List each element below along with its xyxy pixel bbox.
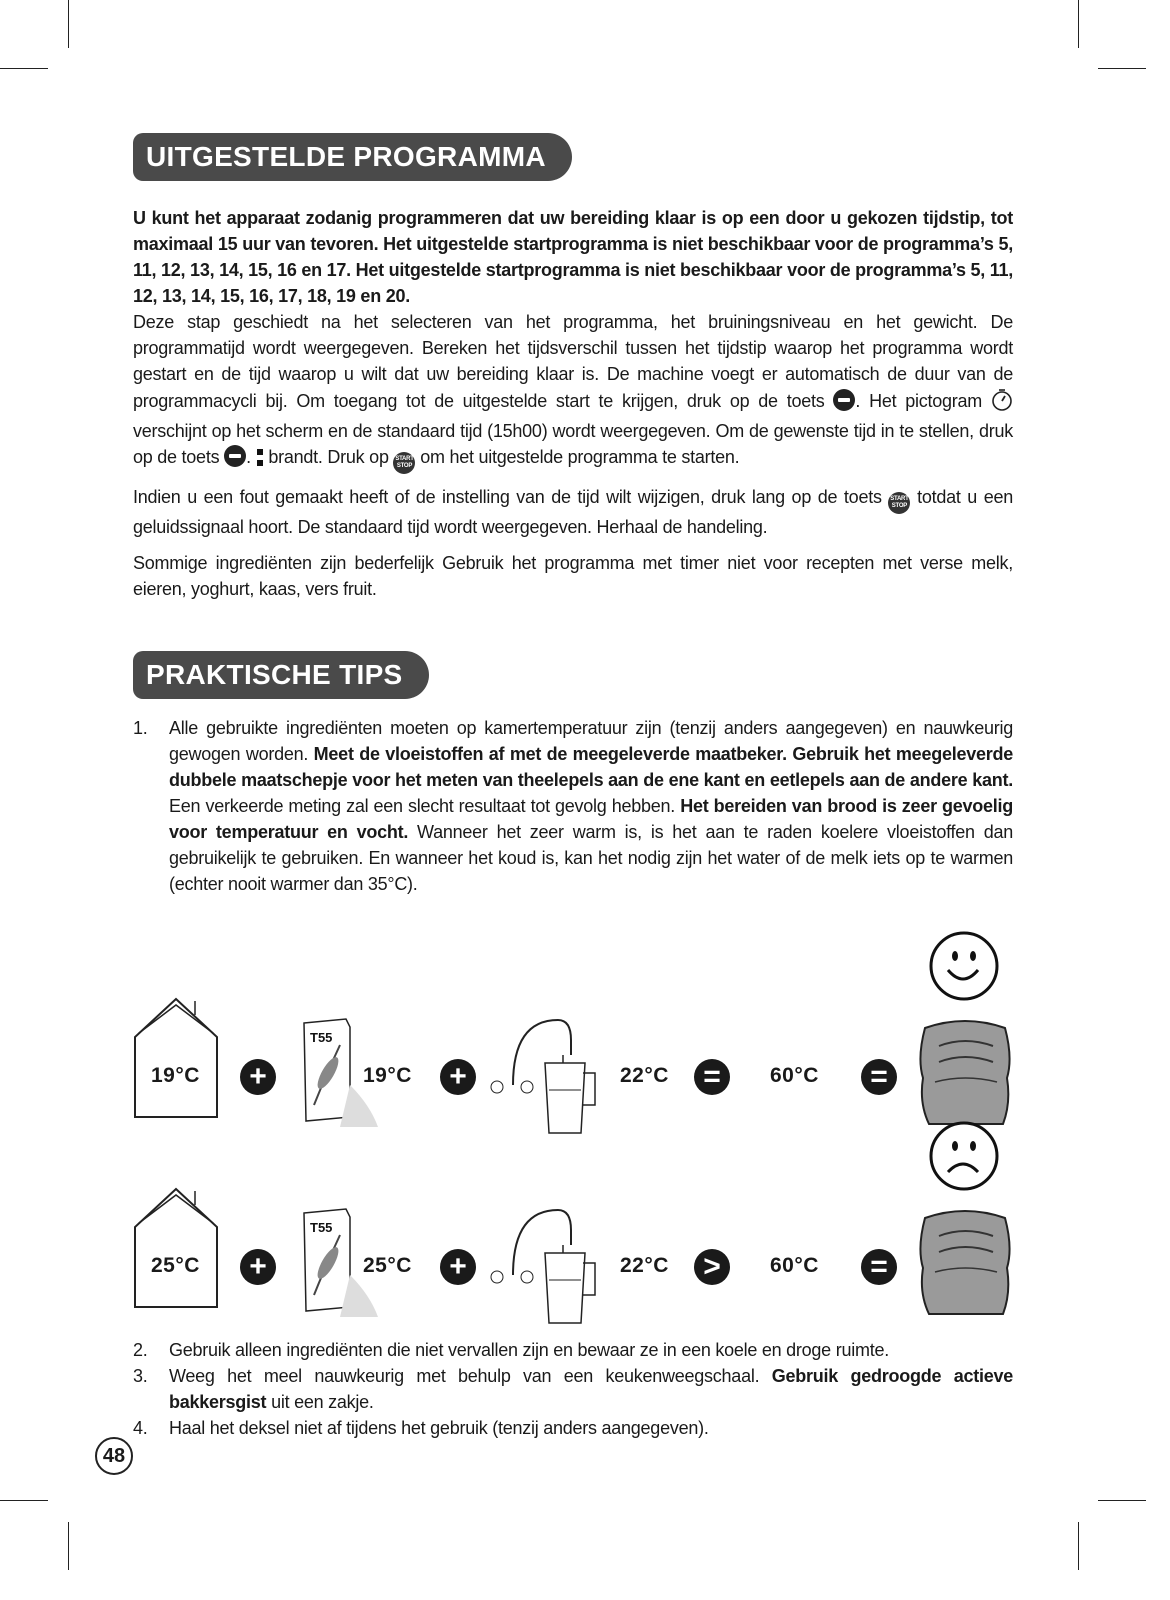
text: totdat u een geluidssignaal hoort. De standaard tijd wordt weergegeven. Herhaal de handeling. (133, 487, 1013, 537)
instructions-paragraph (133, 309, 1013, 474)
flour-temperature: 25°C (363, 1254, 412, 1277)
water-tap-jug-icon (483, 1015, 613, 1135)
crop-mark (68, 0, 69, 48)
intro-paragraph: U kunt het apparaat zodanig programmeren dat uw bereiding klaar is op een door u gekozen tijdstip, tot maximaal 15 uur van tevoren. Het uitgestelde startprogramma is niet beschikbaar voor de programma’s 5, 11, 12, 13, 14, 15, 16 en 17. Het uitgestelde startprogramma is niet beschikbaar voor de programma’s 5, 11, 12, 13, 14, 15, 16, 17, 18, 19 en 20. (133, 208, 1013, 306)
crop-mark (68, 1522, 69, 1570)
timer-icon (991, 387, 1013, 418)
crop-mark (1098, 1500, 1146, 1501)
target-temperature: 60°C (770, 1254, 819, 1277)
happy-face-icon (928, 930, 1000, 1002)
crop-mark (1098, 68, 1146, 69)
comparison-icon: > (694, 1249, 730, 1285)
svg-text:T55: T55 (310, 1030, 333, 1045)
plus-icon: + (240, 1059, 276, 1095)
section-heading-practical-tips: PRAKTISCHE TIPS (133, 651, 429, 699)
house-icon (133, 1185, 219, 1310)
sad-face-icon (928, 1120, 1000, 1192)
tips-list-1 (133, 715, 1013, 897)
text: . (246, 447, 251, 467)
room-temperature: 25°C (151, 1254, 200, 1277)
equals-icon: = (861, 1059, 897, 1095)
water-temperature: 22°C (620, 1254, 669, 1277)
temperature-diagram-row (0, 1120, 1170, 1320)
list-item: 3. Weeg het meel nauwkeurig met behulp van een keukenweegschaal. Gebruik gedroogde actieve bakkersgist uit een zakje. (133, 1366, 1013, 1412)
start-stop-button-icon: START STOP (393, 452, 415, 474)
bread-loaf-icon (915, 1208, 1015, 1318)
section-heading-delayed-program: UITGESTELDE PROGRAMMA (133, 133, 572, 181)
text: brandt. Druk op (268, 447, 389, 467)
crop-mark (0, 68, 48, 69)
text: Indien u een fout gemaakt heeft of de instelling van de tijd wilt wijzigen, druk lang op de toets (133, 487, 882, 507)
room-temperature: 19°C (151, 1064, 200, 1087)
start-stop-button-icon: START STOP (888, 492, 910, 514)
water-tap-jug-icon (483, 1205, 613, 1325)
flour-temperature: 19°C (363, 1064, 412, 1087)
crop-mark (1078, 1522, 1079, 1570)
minus-button-icon (224, 445, 246, 467)
plus-icon: + (440, 1249, 476, 1285)
water-temperature: 22°C (620, 1064, 669, 1087)
perishable-warning-paragraph: Sommige ingrediënten zijn bederfelijk Gebruik het programma met timer niet voor recepten met verse melk, eieren, yoghurt, kaas, vers fruit. (133, 553, 1013, 599)
crop-mark (0, 1500, 48, 1501)
list-item: 2. Gebruik alleen ingrediënten die niet vervallen zijn en bewaar ze in een koele en droge ruimte. (133, 1340, 889, 1360)
tips-list-2 (133, 1337, 1013, 1441)
list-item: 1. Alle gebruikte ingrediënten moeten op kamertemperatuur zijn (tenzij anders aangegeven) en nauwkeurig gewogen worden. Meet de vloeistoffen af met de meegeleverde maatbeker. Gebruik het meegeleverde dubbele maatschepje voor het meten van theelepels aan de ene kant en eetlepels aan de andere kant. Een verkeerde meting zal een slecht resultaat tot gevolg hebben. Het bereiden van brood is zeer gevoelig voor temperatuur en vocht. Wanneer het zeer warm is, is het aan te raden koelere vloeistoffen dan gebruikelijk te gebruiken. En wanneer het koud is, kan het nodig zijn het water of de melk iets op te warmen (echter nooit warmer dan 35°C). (133, 718, 1014, 894)
plus-icon: + (240, 1249, 276, 1285)
page-number: 48 (95, 1437, 133, 1475)
equals-icon: = (861, 1249, 897, 1285)
blinking-colon-icon (256, 447, 264, 467)
temperature-diagram-row (0, 930, 1170, 1130)
bread-loaf-icon (915, 1018, 1015, 1128)
list-item: 4. Haal het deksel niet af tijdens het gebruik (tenzij anders aangegeven). (133, 1418, 709, 1438)
text: om het uitgestelde programma te starten. (420, 447, 740, 467)
svg-text:T55: T55 (310, 1220, 333, 1235)
delayed-program-text (133, 205, 1013, 602)
house-icon (133, 995, 219, 1120)
minus-button-icon (833, 389, 855, 411)
text: Deze stap geschiedt na het selecteren van het programma, het bruiningsniveau en het gewicht. De programmatijd wordt weergegeven. Bereken het tijdsverschil tussen het tijdstip waarop het programma wordt gestart en de tijd waarop u wilt dat uw bereiding klaar is. De machine voegt er automatisch de duur van de programmacycli bij. Om toegang tot de uitgestelde start te krijgen, druk op de toets (133, 312, 1013, 411)
target-temperature: 60°C (770, 1064, 819, 1087)
crop-mark (1078, 0, 1079, 48)
plus-icon: + (440, 1059, 476, 1095)
reset-paragraph (133, 484, 1013, 540)
text: . Het pictogram (855, 391, 983, 411)
text: verschijnt op het scherm en de standaard tijd (15h00) wordt weergegeven. Om de gewenste tijd in te stellen, druk op de toets (133, 421, 1013, 467)
comparison-icon: = (694, 1059, 730, 1095)
